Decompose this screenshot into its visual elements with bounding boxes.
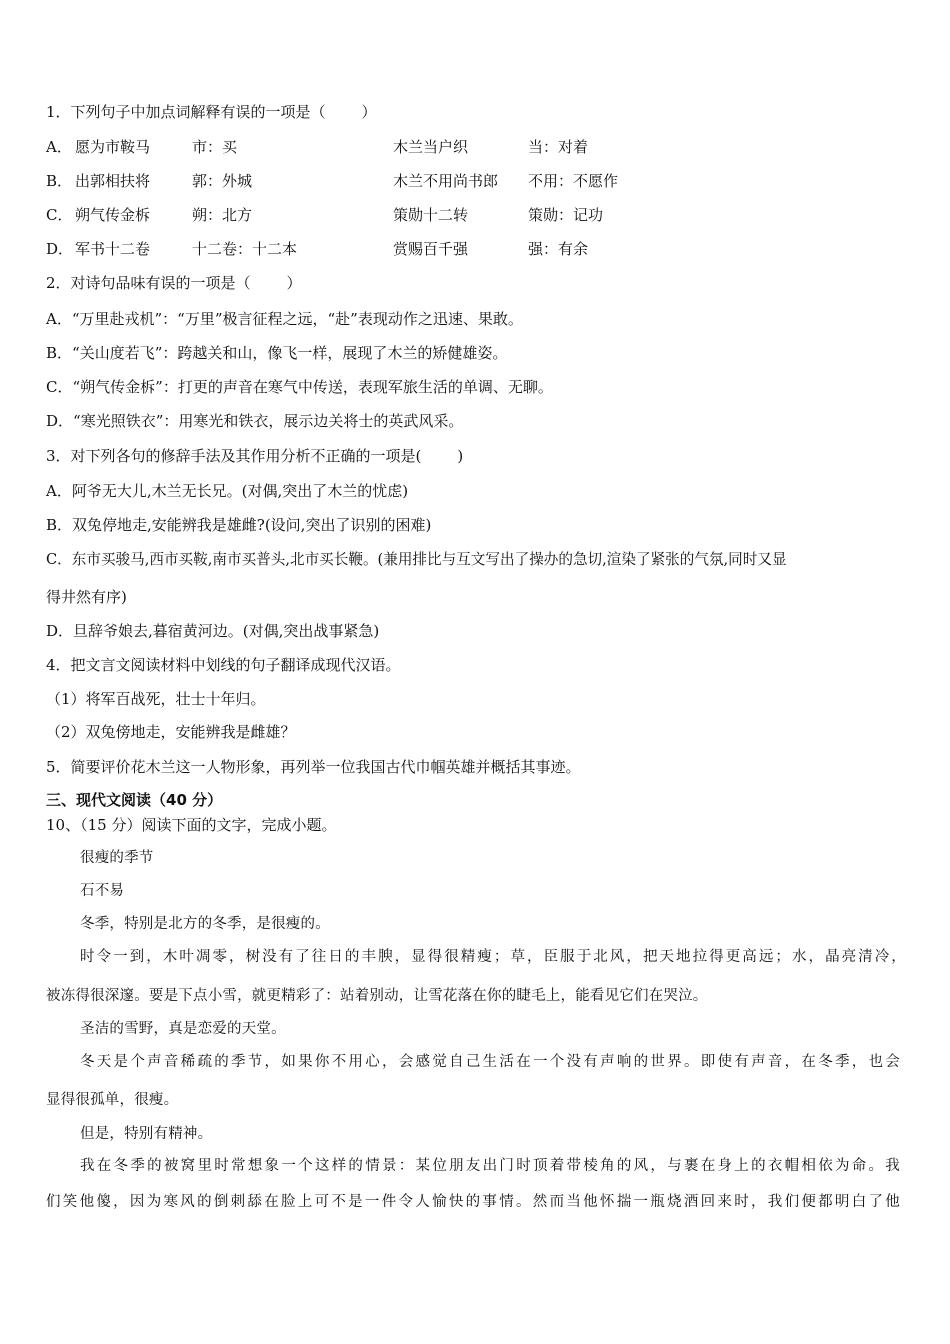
question-2-stem xyxy=(46,273,302,293)
option-phrase: 策勋十二转 xyxy=(393,206,469,224)
option-phrase: 木兰不用尚书郎 xyxy=(393,172,499,190)
essay-paragraph-cont: 们笑他傻，因为寒风的倒刺舔在脸上可不是一件令人愉快的事情。然而当他怀揣一瓶烧酒回来时，我们便都明白了他 xyxy=(46,1194,900,1210)
question-3-paren: ) xyxy=(457,447,464,465)
essay-title: 很瘦的季节 xyxy=(80,850,154,866)
option-phrase: 木兰当户织 xyxy=(393,138,469,156)
question-1-paren: ） xyxy=(361,103,377,121)
question-10-stem: 10、（15 分）阅读下面的文字，完成小题。 xyxy=(46,816,337,834)
question-2-option-d: D．“寒光照铁衣”：用寒光和铁衣，展示边关将士的英武风采。 xyxy=(46,412,464,430)
question-4-stem: 4．把文言文阅读材料中划线的句子翻译成现代汉语。 xyxy=(46,656,401,674)
essay-paragraph: 冬天是个声音稀疏的季节，如果你不用心，会感觉自己生活在一个没有声响的世界。即使有声音，在冬季，也会 xyxy=(80,1054,900,1070)
question-4-item-1: （1）将军百战死，壮士十年归。 xyxy=(46,690,266,708)
option-gloss: 不用：不愿作 xyxy=(528,172,619,190)
option-gloss: 策勋：记功 xyxy=(528,206,604,224)
option-gloss: 市：买 xyxy=(192,138,238,156)
question-3-option-c-cont: 得井然有序) xyxy=(46,588,127,606)
section-heading: 三、现代文阅读（40 分） xyxy=(46,791,223,809)
question-4-item-2: （2）双兔傍地走，安能辨我是雌雄？ xyxy=(46,723,296,741)
question-3-option-d: D．旦辞爷娘去,暮宿黄河边。(对偶,突出战事紧急) xyxy=(46,622,380,640)
essay-paragraph: 圣洁的雪野，真是恋爱的天堂。 xyxy=(80,1021,286,1037)
option-phrase: 出郭相扶将 xyxy=(75,172,151,190)
option-label: D． xyxy=(46,240,74,258)
essay-paragraph: 时令一到，木叶凋零，树没有了往日的丰腴，显得很精瘦；草，臣服于北风，把天地拉得更高远；水，晶亮清冷， xyxy=(80,949,906,965)
question-2-option-c: C．“朔气传金柝”：打更的声音在寒气中传送，表现军旅生活的单调、无聊。 xyxy=(46,378,553,396)
option-phrase: 愿为市鞍马 xyxy=(75,138,151,156)
question-2-option-b: B．“关山度若飞”：跨越关和山，像飞一样，展现了木兰的矫健雄姿。 xyxy=(46,344,508,362)
question-1-stem xyxy=(46,102,377,122)
question-2-option-a: A．“万里赴戎机”：“万里”极言征程之远，“赴”表现动作之迅速、果敢。 xyxy=(46,310,523,328)
question-3-text: 3．对下列各句的修辞手法及其作用分析不正确的一项是( xyxy=(46,447,422,465)
option-gloss: 朔：北方 xyxy=(192,206,253,224)
option-label: C． xyxy=(46,206,73,224)
question-3-option-b: B．双兔停地走,安能辨我是雄雌?(设问,突出了识别的困难) xyxy=(46,516,432,534)
option-phrase: 朔气传金柝 xyxy=(75,206,151,224)
question-1-text: 1．下列句子中加点词解释有误的一项是（ xyxy=(46,103,326,121)
essay-paragraph: 冬季，特别是北方的冬季，是很瘦的。 xyxy=(80,916,330,932)
essay-paragraph-cont: 显得很孤单，很瘦。 xyxy=(46,1092,179,1108)
option-label: A． xyxy=(46,138,72,156)
option-phrase: 赏赐百千强 xyxy=(393,240,469,258)
question-3-option-c: C．东市买骏马,西市买鞍,南市买普头,北市买长鞭。(兼用排比与互文写出了操办的急切,渲染了紧张的气氛,同时又显 xyxy=(46,551,787,568)
option-phrase: 军书十二卷 xyxy=(75,240,151,258)
question-2-paren: ） xyxy=(286,274,302,292)
option-gloss: 当：对着 xyxy=(528,138,589,156)
option-label: B． xyxy=(46,172,73,190)
question-3-option-a: A．阿爷无大儿,木兰无长兄。(对偶,突出了木兰的忧虑) xyxy=(46,482,409,500)
essay-paragraph-cont: 被冻得很深邃。要是下点小雪，就更精彩了：站着别动，让雪花落在你的睫毛上，能看见它们在哭泣。 xyxy=(46,988,708,1004)
option-gloss: 十二卷：十二本 xyxy=(192,240,298,258)
question-2-text: 2．对诗句品味有误的一项是（ xyxy=(46,274,251,292)
essay-paragraph: 但是，特别有精神。 xyxy=(80,1126,213,1142)
essay-paragraph: 我在冬季的被窝里时常想象一个这样的情景：某位朋友出门时顶着带棱角的风，与裹在身上的衣帽相依为命。我 xyxy=(80,1158,900,1174)
question-3-stem xyxy=(46,446,463,466)
option-gloss: 强：有余 xyxy=(528,240,589,258)
question-5-stem: 5．简要评价花木兰这一人物形象，再列举一位我国古代巾帼英雄并概括其事迹。 xyxy=(46,758,581,776)
essay-author: 石不易 xyxy=(80,883,125,899)
option-gloss: 郭：外城 xyxy=(192,172,253,190)
